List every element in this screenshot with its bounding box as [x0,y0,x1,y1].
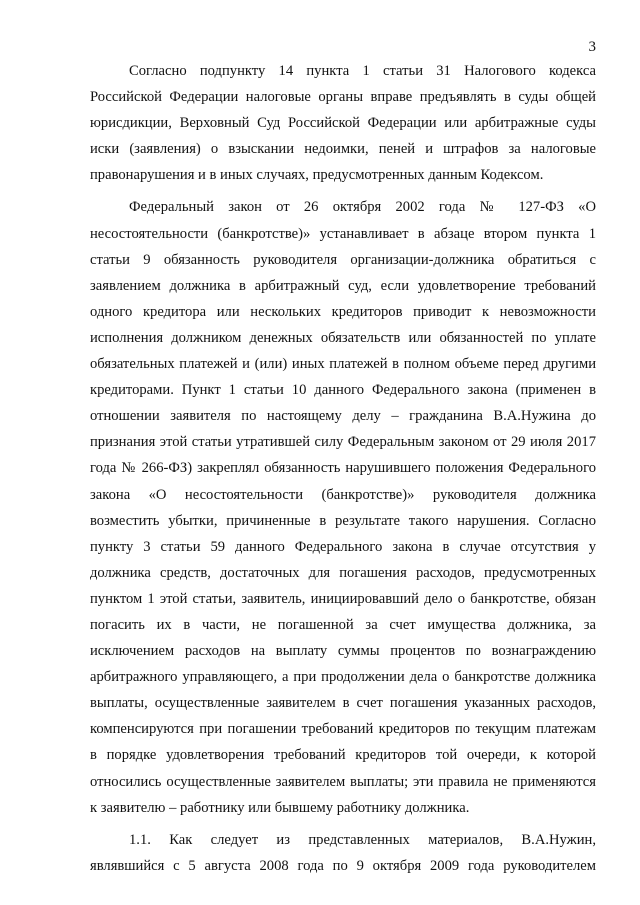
text-line: к заявителю – работнику или бывшему работнику должника. [90,799,470,816]
text-line: относились осуществленные заявителем выплаты; эти правила не применяются [90,773,596,790]
text-line: иски (заявления) о взыскании недоимки, пеней и штрафов за налоговые [90,141,596,158]
paragraph-2 [90,194,596,820]
text-line: заявлением должника в арбитражный суд, если удовлетворение требований [90,277,596,294]
text-line: арбитражного управляющего, а при продолжении дела о банкротстве должника [90,669,596,686]
text-line: закона «О несостоятельности (банкротстве)» руководителя должника [90,486,596,503]
text-line: Российской Федерации налоговые органы вправе предъявлять в суды общей [90,89,596,106]
text-line: должника средств, достаточных для погашения расходов, предусмотренных [90,564,596,581]
text-line: исключением расходов на выплату суммы процентов по вознаграждению [90,643,596,660]
text-line: Федеральный закон от 26 октября 2002 года № 127-ФЗ «О [129,199,596,216]
text-line: являвшийся с 5 августа 2008 года по 9 октября 2009 года руководителем [90,857,596,874]
paragraph-1 [90,58,596,188]
text-line: погасить их в части, не погашенной за счет имущества должника, за [90,616,596,633]
page-number: 3 [588,39,596,55]
text-line: пунктом 1 этой статьи, заявитель, инициировавший дело о банкротстве, обязан [90,590,596,607]
text-line: в порядке удовлетворения требований кредиторов той очереди, к которой [90,747,596,764]
text-line: признания этой статьи утратившей силу Федеральным законом от 29 июля 2017 [90,434,596,451]
text-line: статьи 9 обязанность руководителя организации-должника обратиться с [90,251,596,268]
text-line: года № 266-ФЗ) закреплял обязанность нарушившего положения Федерального [90,460,596,477]
text-line: правонарушения и в иных случаях, предусмотренных данным Кодексом. [90,167,544,184]
text-line: Согласно подпункту 14 пункта 1 статьи 31 Налогового кодекса [129,63,596,79]
text-line: исполнения должником денежных обязательств или обязанностей по уплате [90,329,596,346]
text-line: выплаты, осуществленные заявителем в счет погашения указанных расходов, [90,695,596,712]
text-line: 1.1. Как следует из представленных материалов, В.А.Нужин, [129,831,596,848]
text-line: пункту 3 статьи 59 данного Федерального закона в случае отсутствия у [90,538,596,555]
text-line: компенсируются при погашении требований кредиторов по текущим платежам [90,721,596,738]
text-line: одного кредитора или нескольких кредиторов приводит к невозможности [90,303,596,320]
text-line: отношении заявителя по настоящему делу – гражданина В.А.Нужина до [90,408,596,425]
document-body [90,58,596,879]
text-line: кредиторами. Пункт 1 статьи 10 данного Федерального закона (применен в [90,382,596,399]
text-line: обязательных платежей и (или) иных платежей в полном объеме перед другими [90,356,596,373]
text-line: возместить убытки, причиненные в результате такого нарушения. Согласно [90,512,596,529]
text-line: юрисдикции, Верховный Суд Российской Федерации или арбитражные суды [90,115,596,132]
text-line: несостоятельности (банкротстве)» устанавливает в абзаце втором пункта 1 [90,225,596,242]
paragraph-3 [90,827,596,879]
